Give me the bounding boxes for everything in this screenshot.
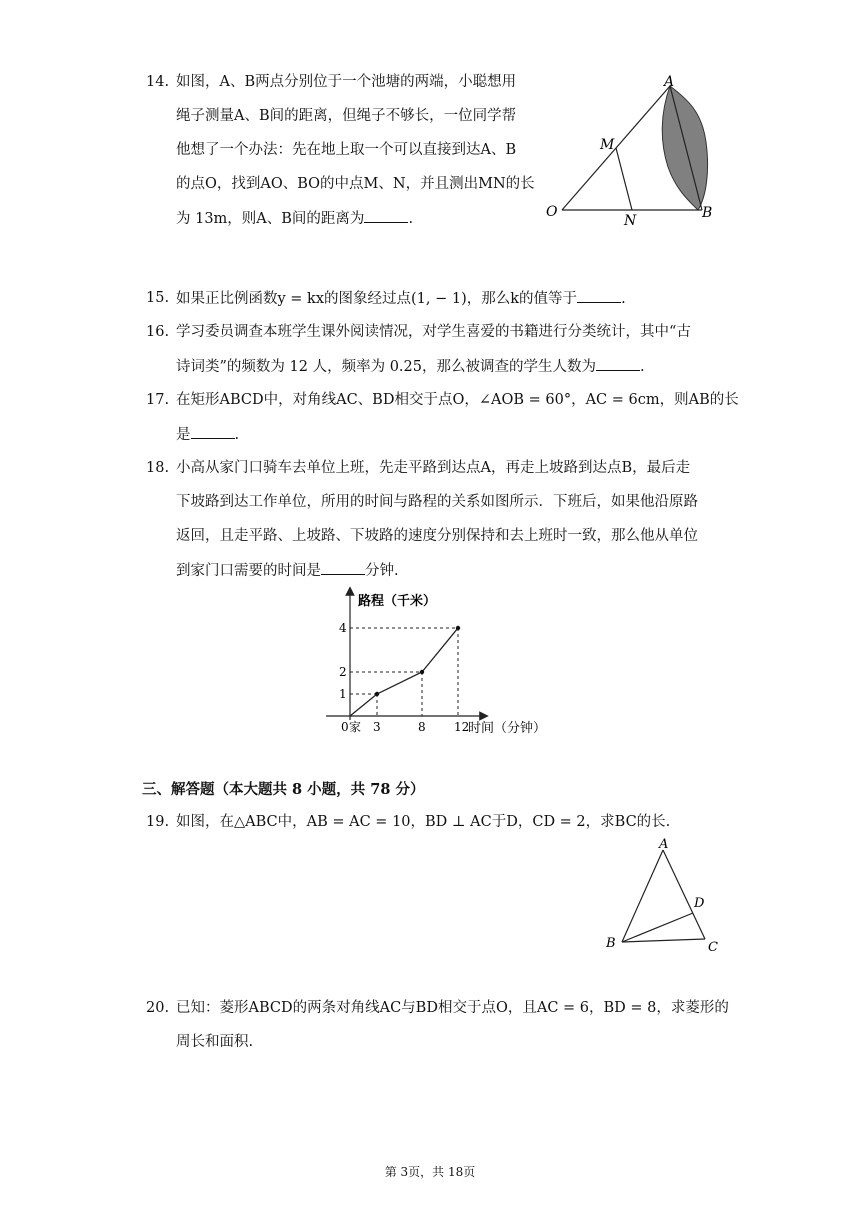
label-A: A	[664, 74, 675, 90]
label-M: M	[600, 137, 615, 153]
answer-blank[interactable]	[364, 208, 408, 223]
label-O: O	[546, 204, 558, 220]
q17-line-2	[176, 424, 239, 445]
origin-label: 0	[341, 720, 349, 734]
question-number: 14.	[146, 74, 170, 90]
question-number: 15.	[146, 290, 170, 306]
question-number: 16.	[146, 324, 170, 340]
home-label: 家	[349, 720, 362, 734]
q15-line	[176, 288, 626, 309]
triangle-figure	[600, 835, 730, 960]
q14-line-2: 绳子测量A、B间的距离，但绳子不够长，一位同学帮	[176, 108, 517, 124]
x-tick-label: 12	[454, 720, 470, 734]
pond-figure	[540, 72, 720, 232]
section-heading: 三、解答题（本大题共 8 小题，共 78 分）	[142, 781, 425, 798]
question-number: 19.	[146, 814, 170, 830]
q20-line-2: 周长和面积.	[176, 1034, 254, 1050]
label-B: B	[702, 205, 713, 221]
x-axis-label: 时间（分钟）	[468, 721, 547, 736]
q16-line-1: 学习委员调查本班学生课外阅读情况，对学生喜爱的书籍进行分类统计，其中“古	[176, 324, 691, 340]
label-N: N	[624, 213, 637, 229]
question-number: 20.	[146, 1000, 170, 1016]
segment-AC	[663, 850, 705, 939]
q17-period: .	[234, 427, 240, 443]
label-D: D	[694, 896, 705, 911]
question-number: 18.	[146, 460, 170, 476]
distance-time-chart	[310, 585, 560, 750]
label-B: B	[606, 936, 616, 951]
q18-text: 到家门口需要的时间是	[176, 563, 321, 579]
q18-line-4	[176, 560, 399, 581]
answer-blank[interactable]	[596, 356, 640, 371]
q16-text: 诗词类”的频数为 12 人，频率为 0.25，那么被调查的学生人数为	[176, 359, 596, 375]
y-axis-label: 路程（千米）	[358, 594, 437, 609]
page-footer: 第 3页，共 18页	[384, 1165, 476, 1179]
pond-shape	[662, 86, 707, 210]
q15-period: .	[621, 291, 626, 307]
answer-blank[interactable]	[321, 560, 365, 575]
label-A: A	[659, 837, 669, 852]
segment-BC	[622, 939, 705, 942]
y-tick-label: 2	[339, 665, 347, 679]
q14-line-3: 他想了一个办法：先在地上取一个可以直接到达A、B	[176, 142, 517, 158]
q17-text: 是	[176, 427, 191, 443]
q14-line-5	[176, 208, 413, 229]
x-tick-label: 8	[418, 720, 426, 734]
q14-line-5-text: 为 13m，则A、B间的距离为	[176, 211, 365, 227]
q18-line-2: 下坡路到达工作单位，所用的时间与路程的关系如图所示．下班后，如果他沿原路	[176, 494, 698, 510]
y-tick-label: 1	[339, 687, 347, 701]
q15-text: 如果正比例函数y = kx的图象经过点(1, − 1)，那么k的值等于	[176, 291, 578, 307]
q19-text: 如图，在△ABC中，AB = AC = 10，BD ⊥ AC于D，CD = 2，求BC的长.	[176, 814, 671, 830]
q17-line-1: 在矩形ABCD中，对角线AC、BD相交于点O，∠AOB = 60°，AC = 6cm，则AB的长	[176, 392, 739, 408]
data-point	[375, 692, 379, 696]
segment-MN	[616, 148, 632, 210]
q18-line-1: 小高从家门口骑车去单位上班，先走平路到达点A，再走上坡路到达点B，最后走	[176, 460, 691, 476]
q14-period: .	[408, 211, 414, 227]
answer-blank[interactable]	[191, 424, 235, 439]
q16-line-2	[176, 356, 645, 377]
data-point	[456, 626, 460, 630]
q14-line-4: 的点O，找到AO、BO的中点M、N，并且测出MN的长	[176, 176, 535, 192]
q20-line-1: 已知：菱形ABCD的两条对角线AC与BD相交于点O，且AC = 6，BD = 8，求菱形的	[176, 1000, 729, 1016]
y-tick-label: 4	[339, 621, 347, 635]
question-number: 17.	[146, 392, 170, 408]
x-tick-label: 3	[373, 720, 381, 734]
q16-period: .	[639, 359, 645, 375]
q18-line-3: 返回，且走平路、上坡路、下坡路的速度分别保持和去上班时一致，那么他从单位	[176, 528, 698, 544]
data-point	[420, 670, 424, 674]
label-C: C	[708, 940, 718, 955]
q18-unit: 分钟.	[365, 563, 399, 579]
answer-blank[interactable]	[577, 288, 621, 303]
q14-line-1: 如图，A、B两点分别位于一个池塘的两端，小聪想用	[176, 74, 517, 90]
